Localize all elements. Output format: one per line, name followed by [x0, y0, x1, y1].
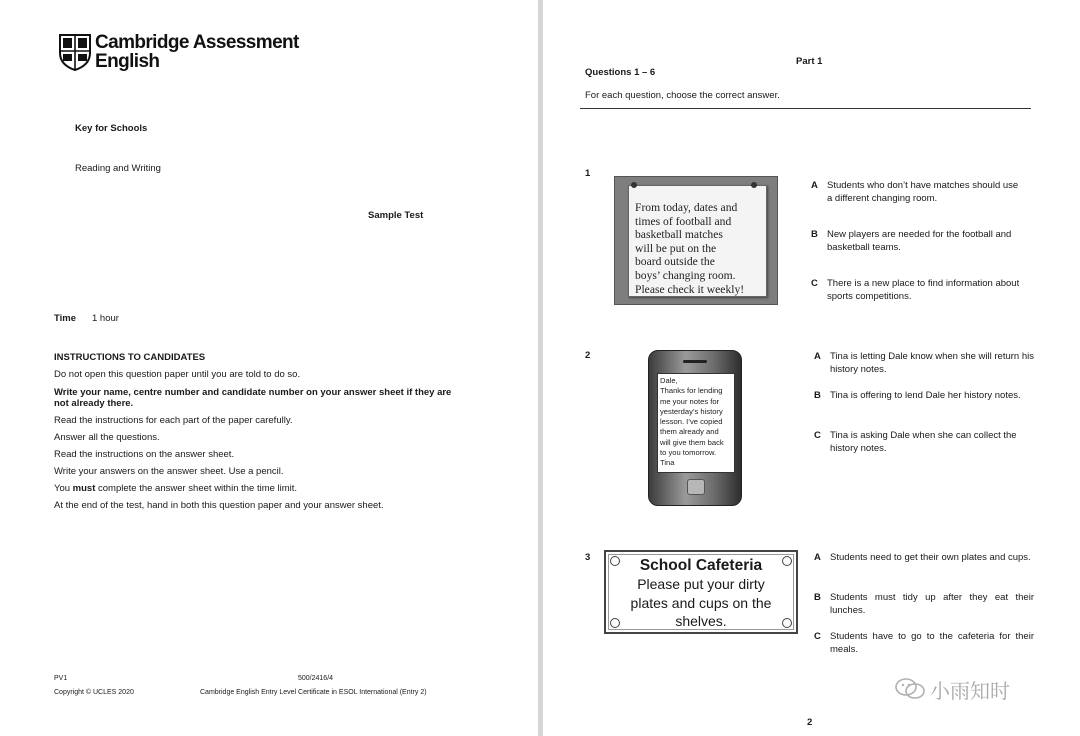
- wechat-icon: [894, 676, 926, 707]
- notice-paper: [628, 185, 767, 297]
- cambridge-crest-icon: [58, 33, 92, 76]
- question-number: 2: [585, 350, 591, 361]
- question-number: 3: [585, 552, 591, 563]
- instruction-line: Read the instructions for each part of the paper carefully.: [54, 415, 293, 426]
- instruction-line: Write your answers on the answer sheet. Use a pencil.: [54, 466, 284, 477]
- option-b[interactable]: B New players are needed for the football and basketball teams.: [811, 229, 1012, 253]
- divider: [580, 108, 1031, 109]
- option-a[interactable]: A Tina is letting Dale know when she will return his history notes.: [814, 351, 1034, 375]
- instruction-line-bold-cont: not already there.: [54, 398, 134, 409]
- phone-message: Dale, Thanks for lending me your notes for yesterday’s history lesson. I’ve copied them already and will give them back to you tomorrow. Tina: [660, 376, 724, 468]
- page-number: 2: [807, 717, 813, 728]
- phone-speaker: [683, 360, 707, 363]
- notice-text: From today, dates and times of football and basketball matches will be put on the board outside the boys’ changing room. Please check it weekly!: [635, 201, 745, 296]
- screw-icon: [610, 618, 620, 628]
- question-number: 1: [585, 168, 591, 179]
- time-value: 1 hour: [92, 313, 119, 324]
- option-c[interactable]: C Students have to go to the cafeteria for their meals.: [814, 631, 1034, 655]
- instruction-line: Do not open this question paper until you are told to do so.: [54, 369, 301, 380]
- cafeteria-sign-image: [604, 550, 798, 634]
- part-instruction: For each question, choose the correct answer.: [585, 90, 780, 101]
- instruction-line-bold: Write your name, centre number and candidate number on your answer sheet if they are: [54, 387, 452, 398]
- sign-line: Please put your dirty: [637, 576, 765, 592]
- notice-board-image: [614, 176, 778, 305]
- instruction-line: Read the instructions on the answer sheet.: [54, 449, 235, 460]
- screw-icon: [782, 618, 792, 628]
- logo-line-2: English: [95, 51, 160, 72]
- option-c[interactable]: C There is a new place to find information about sports competitions.: [811, 278, 1020, 302]
- cover-page: [0, 0, 538, 736]
- option-b[interactable]: B Tina is offering to lend Dale her history notes.: [814, 390, 1021, 401]
- instructions-heading: INSTRUCTIONS TO CANDIDATES: [54, 352, 206, 363]
- instruction-line: Answer all the questions.: [54, 432, 160, 443]
- pushpin-icon: [751, 182, 757, 188]
- footer-code: PV1: [54, 675, 68, 682]
- screw-icon: [610, 556, 620, 566]
- option-b[interactable]: B Students must tidy up after they eat their lunches.: [814, 592, 1034, 616]
- footer-certificate: Cambridge English Entry Level Certificate in ESOL International (Entry 2): [200, 689, 427, 696]
- paper-name: Reading and Writing: [75, 163, 161, 174]
- time-label: Time: [54, 313, 77, 324]
- phone-image: [648, 350, 742, 506]
- pushpin-icon: [631, 182, 637, 188]
- footer-ref: 500/2416/4: [298, 675, 334, 682]
- sign-line: shelves.: [675, 613, 727, 629]
- sign-title: School Cafeteria: [639, 557, 763, 574]
- logo-line-1: Cambridge Assessment: [95, 32, 299, 53]
- exam-title: Key for Schools: [75, 123, 148, 134]
- footer-copyright: Copyright © UCLES 2020: [54, 689, 134, 696]
- phone-screen: [657, 373, 735, 473]
- option-c[interactable]: C Tina is asking Dale when she can collect the history notes.: [814, 430, 1017, 454]
- instruction-line-must: You must complete the answer sheet within the time limit.: [54, 483, 298, 494]
- phone-home-button: [687, 479, 705, 495]
- question-page: [543, 0, 1080, 736]
- part-heading: Part 1: [796, 56, 823, 67]
- questions-heading: Questions 1 – 6: [585, 67, 656, 78]
- test-type: Sample Test: [368, 210, 424, 221]
- watermark: 小雨知时: [930, 679, 1010, 703]
- option-a[interactable]: A Students who don’t have matches should use a different changing room.: [811, 180, 1019, 204]
- sign-line: plates and cups on the: [630, 594, 772, 611]
- instruction-line: At the end of the test, hand in both this question paper and your answer sheet.: [54, 500, 384, 511]
- screw-icon: [782, 556, 792, 566]
- option-a[interactable]: A Students need to get their own plates and cups.: [814, 552, 1031, 563]
